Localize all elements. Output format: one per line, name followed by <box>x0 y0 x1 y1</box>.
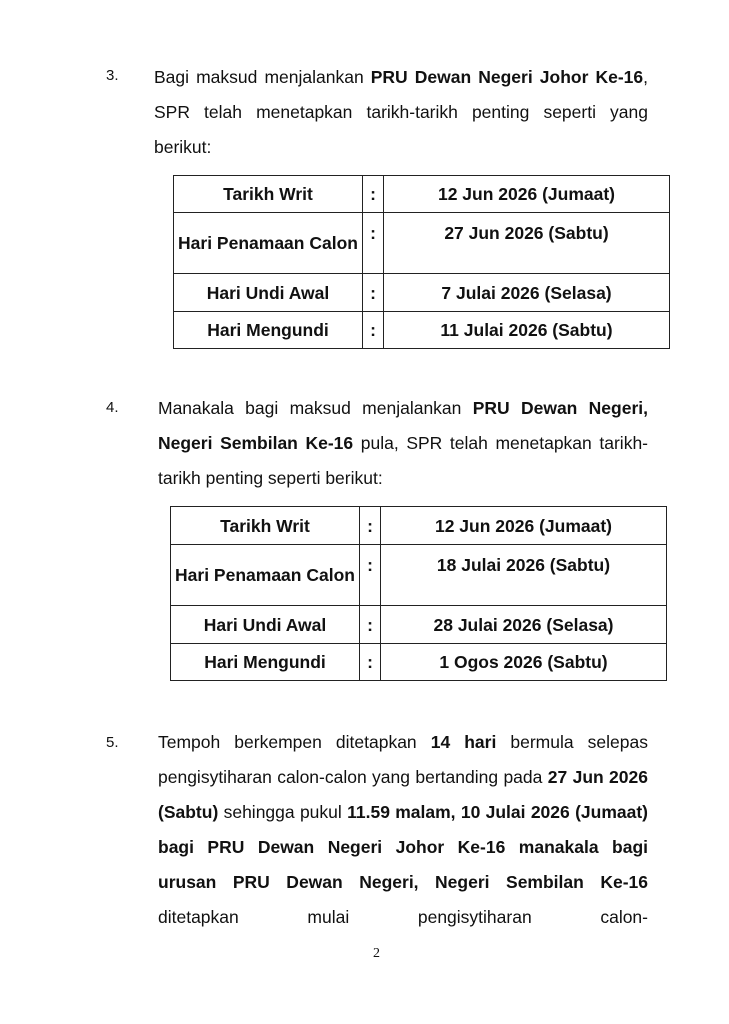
date-table <box>170 506 667 681</box>
table-value: 7 Julai 2026 (Selasa) <box>384 274 670 312</box>
paragraph-text: , SPR telah menetapkan tarikh-tarikh penting seperti yang berikut: <box>154 67 648 157</box>
table-label: Tarikh Writ <box>171 507 360 545</box>
table-colon: : <box>363 213 384 274</box>
paragraph-text: sehingga pukul <box>218 802 348 822</box>
table-colon: : <box>363 274 384 312</box>
table-label: Hari Mengundi <box>171 644 360 681</box>
section-number: 5. <box>106 734 119 751</box>
date-table <box>173 175 670 349</box>
paragraph-text: pula, SPR telah menetapkan tarikh-tarikh penting seperti berikut: <box>158 433 649 488</box>
table-value: 11 Julai 2026 (Sabtu) <box>384 312 670 349</box>
table-value: 1 Ogos 2026 (Sabtu) <box>381 644 667 681</box>
section-paragraph <box>158 391 648 496</box>
table-value: 28 Julai 2026 (Selasa) <box>381 606 667 644</box>
bold-text: 27 Jun 2026 (Sabtu) <box>158 767 648 822</box>
table-value: 18 Julai 2026 (Sabtu) <box>381 545 667 606</box>
section-paragraph <box>154 60 648 165</box>
table-label: Tarikh Writ <box>174 176 363 213</box>
table-label: Hari Mengundi <box>174 312 363 349</box>
bold-text: PRU Dewan Negeri, Negeri Sembilan Ke-16 <box>158 398 648 453</box>
paragraph-text: bermula selepas pengisytiharan calon-calon yang bertanding pada <box>158 732 648 787</box>
section-number: 4. <box>106 399 119 416</box>
table-label: Hari Penamaan Calon <box>174 213 363 274</box>
table-colon: : <box>363 312 384 349</box>
paragraph-text: ditetapkan mulai pengisytiharan calon- <box>158 907 648 927</box>
table-colon: : <box>360 507 381 545</box>
table-value: 12 Jun 2026 (Jumaat) <box>381 507 667 545</box>
paragraph-text: Tempoh berkempen ditetapkan <box>158 732 431 752</box>
section-number: 3. <box>106 67 119 84</box>
table-label: Hari Undi Awal <box>171 606 360 644</box>
section-paragraph <box>158 725 648 935</box>
page-number: 2 <box>373 946 380 961</box>
table-label: Hari Undi Awal <box>174 274 363 312</box>
paragraph-text: Bagi maksud menjalankan <box>154 67 371 87</box>
table-colon: : <box>363 176 384 213</box>
table-colon: : <box>360 545 381 606</box>
table-value: 12 Jun 2026 (Jumaat) <box>384 176 670 213</box>
table-value: 27 Jun 2026 (Sabtu) <box>384 213 670 274</box>
bold-text: 14 hari <box>430 732 497 752</box>
paragraph-text: Manakala bagi maksud menjalankan <box>158 398 473 418</box>
bold-text: PRU Dewan Negeri Johor Ke-16 <box>370 67 644 87</box>
table-colon: : <box>360 644 381 681</box>
table-colon: : <box>360 606 381 644</box>
bold-text: 11.59 malam, 10 Julai 2026 (Jumaat) bagi PRU Dewan Negeri Johor Ke-16 manakala bagi urusan PRU Dewan Negeri, Negeri Sembilan Ke-16 <box>158 802 648 892</box>
table-label: Hari Penamaan Calon <box>171 545 360 606</box>
